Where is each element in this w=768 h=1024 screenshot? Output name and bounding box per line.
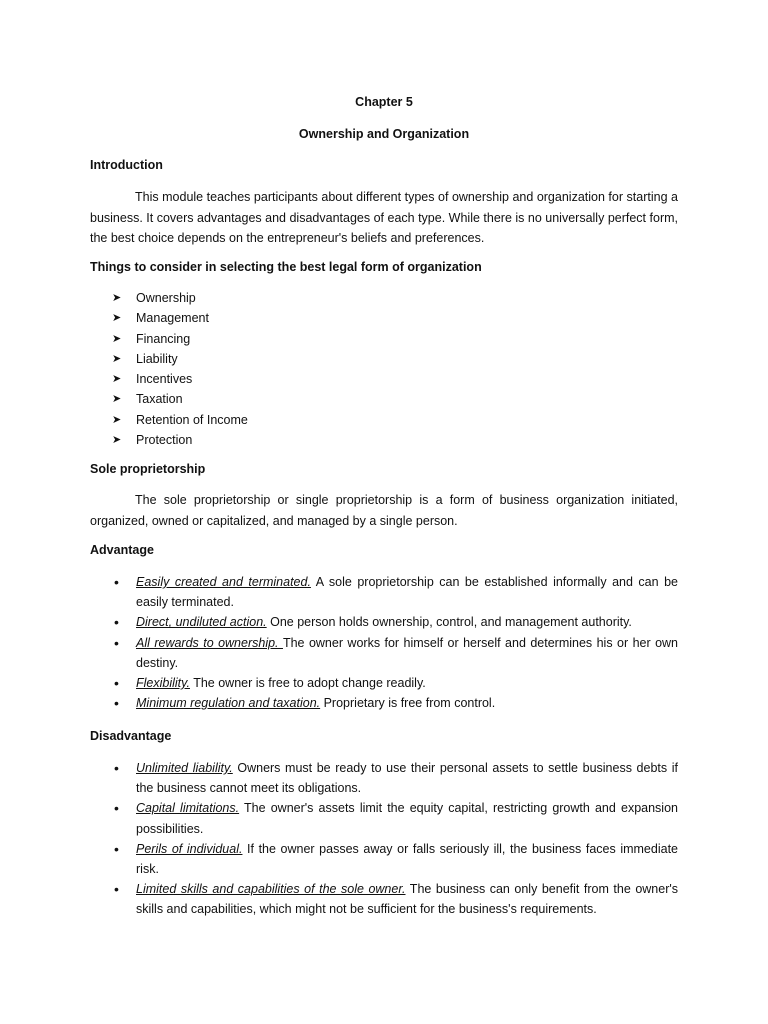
arrow-bullet-icon: ➤	[112, 312, 122, 325]
list-item	[112, 839, 678, 879]
list-item: ➤ Retention of Income	[112, 410, 248, 430]
arrow-bullet-icon: ➤	[112, 373, 122, 386]
list-item	[112, 673, 678, 693]
disadvantage-heading: Disadvantage	[90, 729, 172, 743]
disadvantage-term: Limited skills and capabilities of the sole owner.	[136, 882, 406, 897]
bullet-icon: •	[114, 840, 119, 857]
disadvantage-list	[112, 758, 678, 920]
bullet-icon: •	[114, 881, 119, 898]
sole-proprietorship-text: The sole proprietorship or single proprietorship is a form of business organization initiated, organized, owned or capitalized, and managed by a single person.	[90, 493, 678, 528]
arrow-bullet-icon: ➤	[112, 332, 122, 345]
arrow-bullet-icon: ➤	[112, 393, 122, 406]
list-item: ➤ Ownership	[112, 288, 248, 308]
list-item	[112, 633, 678, 673]
advantage-text: A sole proprietorship can be established informally and can be easily terminated.	[136, 575, 678, 610]
bullet-icon: •	[114, 574, 119, 590]
advantage-list	[112, 572, 678, 713]
list-item: ➤ Financing	[112, 329, 248, 349]
considerations-heading: Things to consider in selecting the best legal form of organization	[90, 260, 482, 274]
introduction-text: This module teaches participants about different types of ownership and organization for starting a business. It covers advantages and disadvantages of each type. While there is no universally perfect form, the best choice depends on the entrepreneur's beliefs and preferences.	[90, 190, 678, 245]
list-item	[112, 572, 678, 612]
introduction-paragraph	[90, 187, 678, 249]
considerations-list	[112, 288, 248, 450]
advantage-text: One person holds ownership, control, and management authority.	[266, 615, 632, 630]
disadvantage-text: If the owner passes away or falls seriously ill, the business faces immediate risk.	[136, 841, 678, 877]
sole-proprietorship-paragraph	[90, 490, 678, 531]
disadvantage-term: Perils of individual.	[136, 841, 243, 856]
disadvantage-term: Unlimited liability.	[136, 761, 233, 775]
disadvantage-text: The owner's assets limit the equity capital, restricting growth and expansion possibilities.	[136, 801, 678, 836]
list-item	[112, 612, 678, 632]
document-title: Ownership and Organization	[298, 127, 470, 141]
advantage-text: The owner is free to adopt change readily.	[189, 676, 426, 691]
list-item	[112, 879, 678, 919]
list-item: ➤ Liability	[112, 349, 248, 369]
bullet-icon: •	[114, 800, 119, 817]
list-item	[112, 798, 678, 838]
list-item: ➤ Taxation	[112, 389, 248, 409]
advantage-heading: Advantage	[90, 543, 154, 557]
arrow-bullet-icon: ➤	[112, 292, 122, 304]
arrow-bullet-icon: ➤	[112, 413, 122, 426]
list-item: ➤ Incentives	[112, 369, 248, 389]
arrow-bullet-icon: ➤	[112, 352, 122, 365]
list-item: ➤ Protection	[112, 430, 248, 450]
advantage-term: Easily created and terminated.	[136, 575, 311, 589]
bullet-icon: •	[114, 760, 119, 776]
disadvantage-text: The business can only benefit from the owner's skills and capabilities, which might not be sufficient for the business's requirements.	[136, 882, 679, 917]
bullet-icon: •	[114, 675, 119, 692]
advantage-term: Direct, undiluted action.	[136, 615, 267, 630]
disadvantage-text: Owners must be ready to use their personal assets to settle business debts if the business cannot meet its obligations.	[136, 761, 678, 796]
advantage-term: Flexibility.	[136, 676, 190, 691]
advantage-text: The owner works for himself or herself and determines his or her own destiny.	[136, 635, 678, 670]
list-item	[112, 758, 678, 798]
bullet-icon: •	[114, 634, 119, 651]
bullet-icon: •	[114, 695, 119, 712]
advantage-text: Proprietary is free from control.	[320, 696, 496, 711]
list-item: ➤ Management	[112, 308, 248, 328]
advantage-term: All rewards to ownership.	[136, 635, 283, 650]
chapter-label: Chapter 5	[355, 95, 413, 109]
introduction-heading: Introduction	[90, 158, 163, 172]
disadvantage-term: Capital limitations.	[136, 801, 240, 816]
advantage-term: Minimum regulation and taxation.	[136, 696, 321, 711]
list-item	[112, 693, 678, 713]
bullet-icon: •	[114, 614, 119, 631]
arrow-bullet-icon: ➤	[112, 434, 122, 447]
sole-proprietorship-heading: Sole proprietorship	[90, 462, 206, 476]
